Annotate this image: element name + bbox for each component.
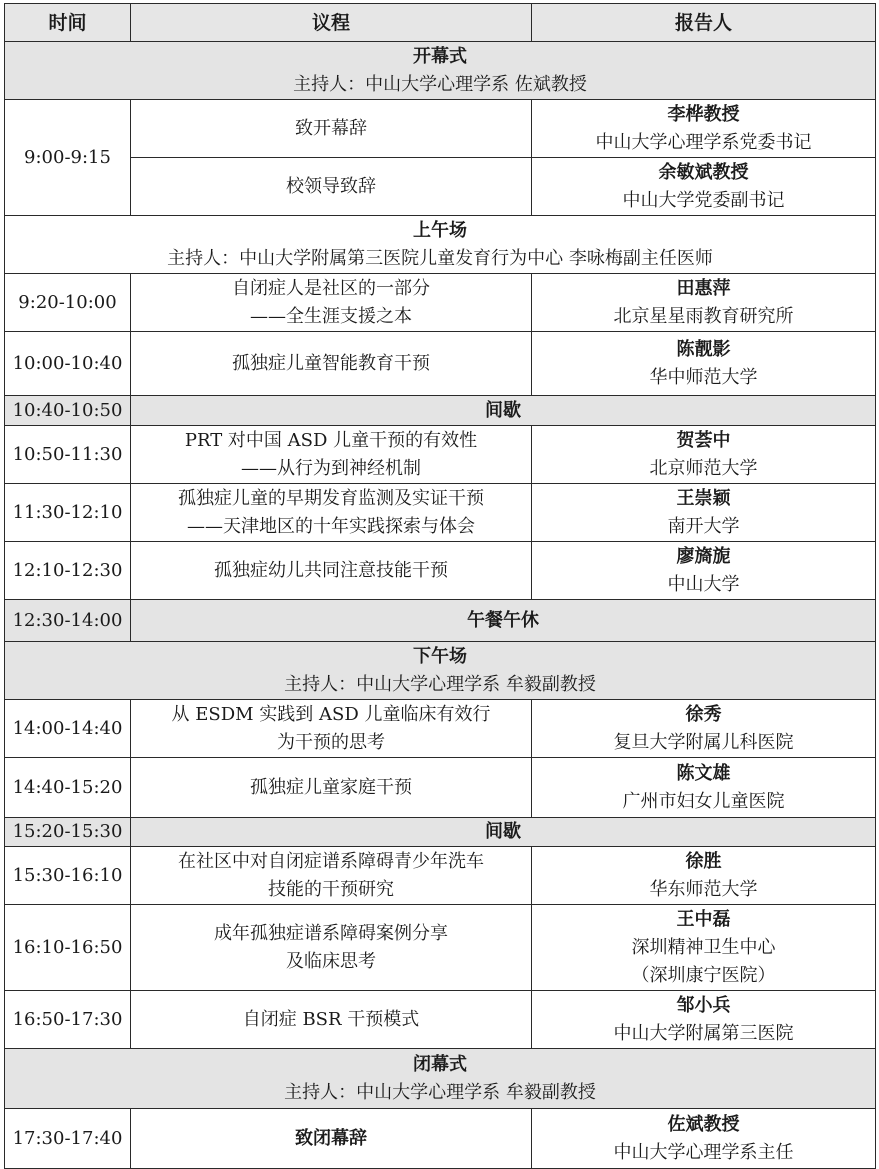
time-cell: 14:40-15:20 (5, 758, 131, 818)
topic-line: 从 ESDM 实践到 ASD 儿童临床有效行 (171, 703, 491, 725)
topic-cell (131, 700, 532, 758)
speaker-affiliation: 中山大学 (667, 573, 740, 595)
section-cell (5, 42, 876, 100)
agenda-row (5, 1109, 876, 1169)
section-opening (5, 42, 876, 100)
agenda-row (5, 332, 876, 396)
speaker-cell (532, 847, 876, 905)
speaker-cell (532, 274, 876, 332)
speaker-name: 廖旖旎 (676, 545, 731, 567)
speaker-affiliation: 南开大学 (667, 515, 740, 537)
speaker-cell (532, 542, 876, 600)
speaker-name: 王中磊 (676, 908, 731, 930)
topic-line: 自闭症人是社区的一部分 (232, 277, 430, 299)
speaker-affiliation: 复旦大学附属儿科医院 (613, 731, 794, 753)
topic-line: ——全生涯支援之本 (250, 305, 412, 327)
agenda-row (5, 758, 876, 818)
section-cell (5, 1049, 876, 1109)
speaker-cell (532, 700, 876, 758)
speaker-cell (532, 100, 876, 158)
speaker-cell (532, 158, 876, 216)
agenda-row (5, 847, 876, 905)
speaker-cell (532, 1109, 876, 1169)
section-title: 开幕式 (413, 45, 467, 67)
topic-cell: 自闭症 BSR 干预模式 (131, 991, 532, 1049)
agenda-row (5, 991, 876, 1049)
agenda-table (4, 3, 876, 1169)
speaker-affiliation: 华中师范大学 (649, 366, 758, 388)
time-cell: 16:10-16:50 (5, 905, 131, 991)
topic-cell (131, 274, 532, 332)
speaker-affiliation: 深圳精神卫生中心 (631, 936, 776, 958)
topic-line: PRT 对中国 ASD 儿童干预的有效性 (184, 429, 478, 451)
topic-cell: 致闭幕辞 (131, 1109, 532, 1169)
speaker-affiliation: 广州市妇女儿童医院 (622, 790, 785, 812)
speaker-affiliation: 华东师范大学 (649, 878, 758, 900)
break-row (5, 396, 876, 426)
time-cell: 10:40-10:50 (5, 396, 131, 426)
topic-cell: 孤独症儿童智能教育干预 (131, 332, 532, 396)
speaker-name: 贺荟中 (676, 429, 731, 451)
section-cell (5, 216, 876, 274)
topic-line: 成年孤独症谱系障碍案例分享 (214, 922, 448, 944)
speaker-affiliation-2: （深圳康宁医院） (631, 964, 776, 986)
section-title: 闭幕式 (413, 1053, 467, 1075)
speaker-name: 徐胜 (685, 850, 722, 872)
time-cell: 9:00-9:15 (5, 100, 131, 216)
time-cell: 10:00-10:40 (5, 332, 131, 396)
topic-line: 技能的干预研究 (268, 878, 394, 900)
header-speaker: 报告人 (532, 4, 876, 42)
time-cell: 17:30-17:40 (5, 1109, 131, 1169)
speaker-name: 徐秀 (685, 703, 722, 725)
speaker-name: 邹小兵 (676, 994, 731, 1016)
time-cell: 15:30-16:10 (5, 847, 131, 905)
agenda-row (5, 542, 876, 600)
section-host: 主持人：中山大学附属第三医院儿童发育行为中心 李咏梅副主任医师 (167, 247, 713, 269)
section-cell (5, 642, 876, 700)
time-cell: 12:30-14:00 (5, 600, 131, 642)
agenda-row (5, 905, 876, 991)
speaker-cell (532, 758, 876, 818)
topic-cell: 校领导致辞 (131, 158, 532, 216)
section-host: 主持人：中山大学心理学系 佐斌教授 (293, 73, 587, 95)
agenda-row (5, 700, 876, 758)
topic-line: 为干预的思考 (277, 731, 385, 753)
speaker-name: 李桦教授 (667, 103, 740, 125)
speaker-affiliation: 中山大学党委副书记 (622, 189, 785, 211)
break-label: 午餐午休 (131, 600, 876, 642)
section-title: 上午场 (413, 219, 467, 241)
time-cell: 14:00-14:40 (5, 700, 131, 758)
speaker-cell (532, 332, 876, 396)
speaker-cell (532, 484, 876, 542)
break-label: 间歇 (131, 396, 876, 426)
break-row (5, 818, 876, 847)
time-cell: 9:20-10:00 (5, 274, 131, 332)
topic-cell: 孤独症儿童家庭干预 (131, 758, 532, 818)
agenda-row (5, 484, 876, 542)
speaker-affiliation: 中山大学心理学系主任 (613, 1141, 794, 1163)
speaker-cell (532, 991, 876, 1049)
topic-line: ——天津地区的十年实践探索与体会 (187, 515, 475, 537)
topic-cell (131, 426, 532, 484)
topic-line: 及临床思考 (286, 950, 376, 972)
topic-cell (131, 905, 532, 991)
speaker-affiliation: 中山大学心理学系党委书记 (595, 131, 812, 153)
section-closing (5, 1049, 876, 1109)
header-row (5, 4, 876, 42)
time-cell: 15:20-15:30 (5, 818, 131, 847)
time-cell: 16:50-17:30 (5, 991, 131, 1049)
agenda-row (5, 158, 876, 216)
time-cell: 10:50-11:30 (5, 426, 131, 484)
topic-cell: 孤独症幼儿共同注意技能干预 (131, 542, 532, 600)
break-label: 间歇 (131, 818, 876, 847)
agenda-row (5, 100, 876, 158)
time-cell: 11:30-12:10 (5, 484, 131, 542)
speaker-name: 佐斌教授 (667, 1113, 740, 1135)
topic-cell (131, 847, 532, 905)
section-title: 下午场 (413, 645, 467, 667)
speaker-name: 田惠萍 (676, 277, 731, 299)
topic-cell (131, 484, 532, 542)
agenda-row (5, 274, 876, 332)
time-cell: 12:10-12:30 (5, 542, 131, 600)
speaker-cell (532, 426, 876, 484)
speaker-cell (532, 905, 876, 991)
section-host: 主持人：中山大学心理学系 牟毅副教授 (284, 1081, 596, 1103)
section-morning (5, 216, 876, 274)
speaker-name: 余敏斌教授 (658, 161, 749, 183)
header-time: 时间 (5, 4, 131, 42)
topic-line: ——从行为到神经机制 (241, 457, 421, 479)
section-afternoon (5, 642, 876, 700)
lunch-row (5, 600, 876, 642)
topic-line: 孤独症儿童的早期发育监测及实证干预 (178, 487, 484, 509)
speaker-affiliation: 北京星星雨教育研究所 (613, 305, 794, 327)
agenda-row (5, 426, 876, 484)
speaker-affiliation: 北京师范大学 (649, 457, 758, 479)
topic-cell: 致开幕辞 (131, 100, 532, 158)
topic-line: 在社区中对自闭症谱系障碍青少年洗车 (178, 850, 484, 872)
speaker-name: 陈靓影 (676, 338, 731, 360)
speaker-affiliation: 中山大学附属第三医院 (613, 1022, 794, 1044)
section-host: 主持人：中山大学心理学系 牟毅副教授 (284, 673, 596, 695)
header-topic: 议程 (131, 4, 532, 42)
speaker-name: 王崇颖 (676, 487, 731, 509)
speaker-name: 陈文雄 (676, 762, 731, 784)
